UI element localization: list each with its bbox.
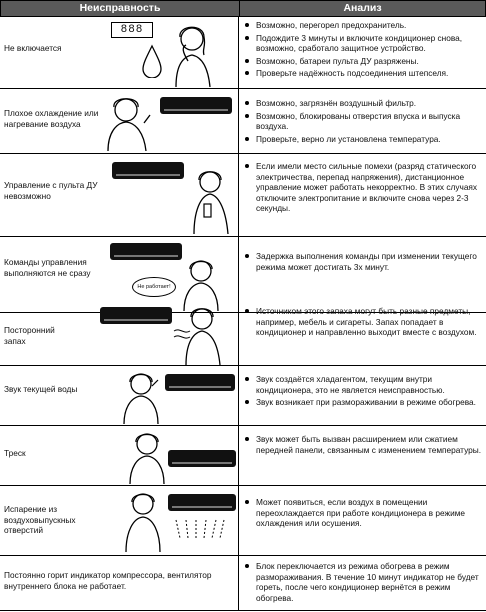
table-row xyxy=(0,154,486,237)
problem-cell xyxy=(0,89,238,154)
vapor-icon xyxy=(172,516,228,542)
ac-unit-icon xyxy=(110,243,182,260)
analysis-item: Проверьте надёжность подсоединения штепселя. xyxy=(243,68,484,79)
drop-icon xyxy=(140,44,164,78)
woman-thinking-icon xyxy=(168,21,218,87)
analysis-cell xyxy=(243,426,484,486)
woman-hot-icon xyxy=(100,93,152,151)
problem-label: Треск xyxy=(4,448,26,458)
analysis-item: Возможно, батареи пульта ДУ разряжены. xyxy=(243,56,484,67)
analysis-item: Если имели место сильные помехи (разряд статического электричества, перепад напряжения), дистанционное управление может работать некорректно. В этих случаях отключите электропитание и включите снова через 2-3 секунды. xyxy=(243,161,484,214)
analysis-item: Возможно, блокированы отверстия впуска и выпуска воздуха. xyxy=(243,111,484,132)
ac-unit-icon xyxy=(165,374,235,391)
table-row xyxy=(0,16,486,89)
analysis-cell xyxy=(243,297,484,366)
woman-vapor-icon xyxy=(118,490,168,552)
woman-remote-icon xyxy=(186,166,234,234)
problem-label: Испарение из воздуховыпускных отверстий xyxy=(4,504,76,535)
analysis-cell xyxy=(243,154,484,237)
analysis-item: Может появиться, если воздух в помещении переохлаждается при работе кондиционера в режиме охлаждения или осушения. xyxy=(243,497,484,529)
problem-cell xyxy=(0,154,238,237)
analysis-item: Блок переключается из режима обогрева в режим размораживания. В течение 10 минут индикатор не будет гореть, после чего кондиционер вернётся в режим обогрева. xyxy=(243,561,484,603)
ac-unit-icon xyxy=(112,162,184,179)
analysis-cell xyxy=(243,16,484,89)
table-row xyxy=(0,426,486,486)
problem-label: Не включается xyxy=(4,43,62,53)
problem-cell xyxy=(0,486,238,556)
problem-label: Постоянно горит индикатор компрессора, вентилятор внутреннего блока не работает. xyxy=(4,570,212,591)
analysis-item: Звук создаётся хладагентом, текущим внутри кондиционера, это не является неисправностью. xyxy=(243,374,484,395)
table-row xyxy=(0,297,486,366)
analysis-cell xyxy=(243,486,484,556)
ac-unit-icon xyxy=(160,97,232,114)
analysis-item: Задержка выполнения команды при изменении текущего режима может достигать 3х минут. xyxy=(243,251,484,272)
analysis-cell xyxy=(243,556,484,611)
table-row xyxy=(0,366,486,426)
problem-cell xyxy=(0,366,238,426)
analysis-cell xyxy=(243,89,484,154)
ac-unit-icon xyxy=(168,450,236,467)
problem-cell xyxy=(0,556,238,611)
analysis-item: Звук может быть вызван расширением или сжатием передней панели, связанным с изменением температуры. xyxy=(243,434,484,455)
problem-label: Посторонний запах xyxy=(4,325,55,346)
header-problem: Неисправность xyxy=(1,1,240,16)
table-row xyxy=(0,486,486,556)
woman-listening-icon xyxy=(118,370,164,424)
analysis-item: Возможно, перегорел предохранитель. xyxy=(243,20,484,31)
ac-unit-icon xyxy=(100,307,172,324)
problem-cell xyxy=(0,426,238,486)
problem-label: Команды управления выполняются не сразу xyxy=(4,257,91,278)
table-row xyxy=(0,556,486,611)
analysis-item: Звук возникает при размораживании в режиме обогрева. xyxy=(243,397,484,408)
woman-smell-icon xyxy=(172,303,226,365)
table-row xyxy=(0,89,486,154)
problem-label: Плохое охлаждение или нагревание воздуха xyxy=(4,108,99,129)
problem-cell xyxy=(0,297,238,366)
analysis-item: Возможно, загрязнён воздушный фильтр. xyxy=(243,98,484,109)
table-header xyxy=(0,0,486,17)
ac-unit-icon xyxy=(168,494,236,511)
problem-label: Управление с пульта ДУ невозможно xyxy=(4,180,98,201)
analysis-cell xyxy=(243,366,484,426)
header-analysis: Анализ xyxy=(343,2,382,14)
woman-surprised-icon xyxy=(124,430,170,484)
analysis-item: Подождите 3 минуты и включите кондиционер снова, возможно, сработало защитное устройство. xyxy=(243,33,484,54)
problem-label: Звук текущей воды xyxy=(4,384,78,394)
display-icon: 888 xyxy=(111,22,153,38)
analysis-item: Проверьте, верно ли установлена температура. xyxy=(243,134,484,145)
speech-bubble: Не работает! xyxy=(132,277,176,297)
problem-cell xyxy=(0,16,238,89)
analysis-item: Источником этого запаха могут быть разные предметы, например, мебель и сигареты. Запах попадает в кондиционер и направленно выходит вместе с воздухом. xyxy=(243,306,484,338)
